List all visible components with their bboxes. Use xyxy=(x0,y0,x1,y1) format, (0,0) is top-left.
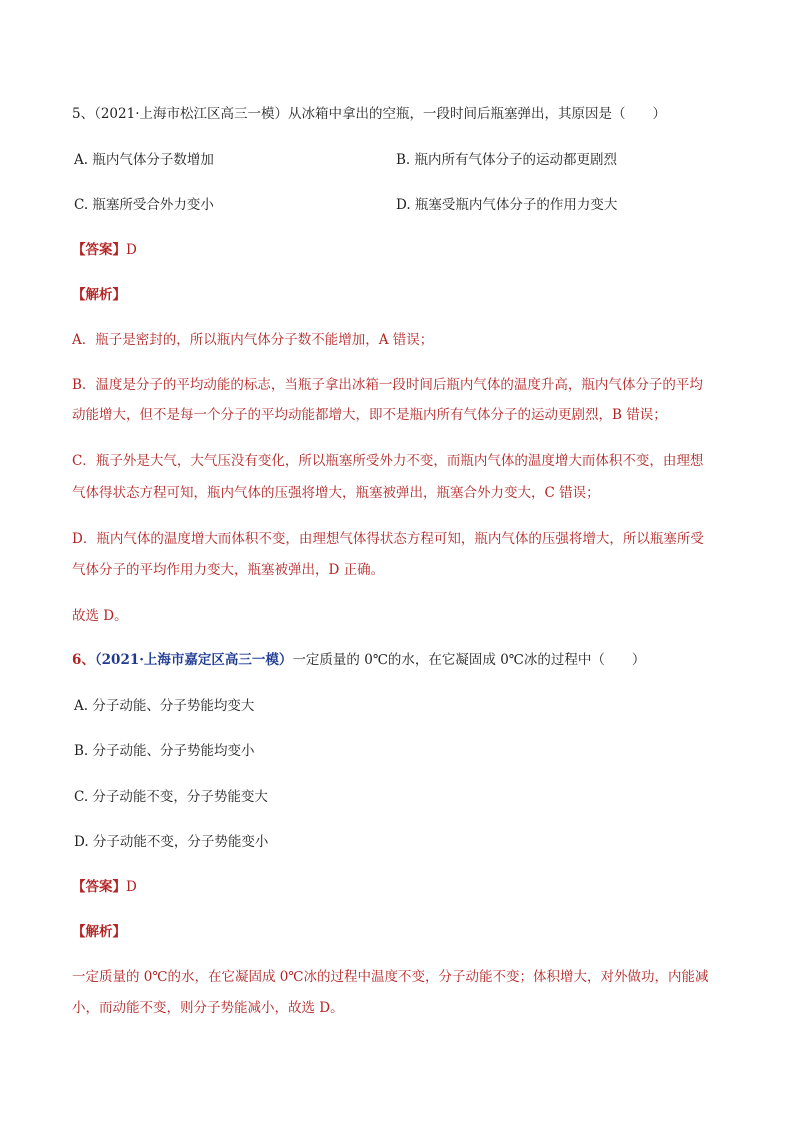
analysis-line: D．瓶内气体的温度增大而体积不变，由理想气体得状态方程可知，瓶内气体的压强将增大，所以瓶塞所受 xyxy=(72,531,704,547)
question-source: （2021·上海市嘉定区高三一模） xyxy=(94,652,293,668)
question-6-stem xyxy=(72,648,645,668)
analysis-tag: 【解析】 xyxy=(72,924,126,940)
analysis-line: 气体分子的平均作用力变大，瓶塞被弹出，D 正确。 xyxy=(72,562,385,578)
analysis-line: C．瓶子外是大气，大气压没有变化，所以瓶塞所受外力不变，而瓶内气体的温度增大而体积不变，由理想 xyxy=(72,453,704,469)
analysis-tag: 【解析】 xyxy=(72,287,126,303)
option-b: B. 分子动能、分子势能均变小 xyxy=(74,743,255,759)
analysis-line: 气体得状态方程可知，瓶内气体的压强将增大，瓶塞被弹出，瓶塞合外力变大，C 错误； xyxy=(72,485,600,501)
analysis-line: 故选 D。 xyxy=(72,608,128,624)
analysis-line: 小，而动能不变，则分子势能减小，故选 D。 xyxy=(72,1000,344,1016)
analysis-line: 动能增大，但不是每一个分子的平均动能都增大，即不是瓶内所有气体分子的运动更剧烈，B 错误； xyxy=(72,407,667,423)
answer-line xyxy=(72,238,137,258)
question-source: （2021·上海市松江区高三一模） xyxy=(94,106,288,122)
analysis-line: B．温度是分子的平均动能的标志，当瓶子拿出冰箱一段时间后瓶内气体的温度升高，瓶内气体分子的平均 xyxy=(72,377,703,393)
option-d: D. 分子动能不变，分子势能变小 xyxy=(74,834,269,850)
option-a: A. 瓶内气体分子数增加 xyxy=(74,152,214,168)
answer-line xyxy=(72,875,137,895)
question-number: 5、 xyxy=(72,106,95,122)
option-d: D. 瓶塞受瓶内气体分子的作用力变大 xyxy=(396,197,618,213)
option-b: B. 瓶内所有气体分子的运动都更剧烈 xyxy=(396,152,618,168)
question-5-stem xyxy=(72,102,666,122)
option-c: C. 分子动能不变，分子势能变大 xyxy=(74,789,268,805)
answer-value: D xyxy=(126,242,137,258)
analysis-line: 一定质量的 0℃的水，在它凝固成 0℃冰的过程中温度不变，分子动能不变；体积增大，对外做功，内能减 xyxy=(72,969,709,985)
question-text: 从冰箱中拿出的空瓶，一段时间后瓶塞弹出，其原因是（ ） xyxy=(288,106,666,122)
option-c: C. 瓶塞所受合外力变小 xyxy=(74,197,214,213)
question-text: 一定质量的 0℃的水，在它凝固成 0℃冰的过程中（ ） xyxy=(292,652,646,668)
answer-tag: 【答案】 xyxy=(72,879,126,895)
option-a: A. 分子动能、分子势能均变大 xyxy=(74,698,255,714)
question-number: 6、 xyxy=(72,652,95,668)
answer-value: D xyxy=(126,879,137,895)
answer-tag: 【答案】 xyxy=(72,242,126,258)
analysis-line: A．瓶子是密封的，所以瓶内气体分子数不能增加，A 错误； xyxy=(72,332,434,348)
